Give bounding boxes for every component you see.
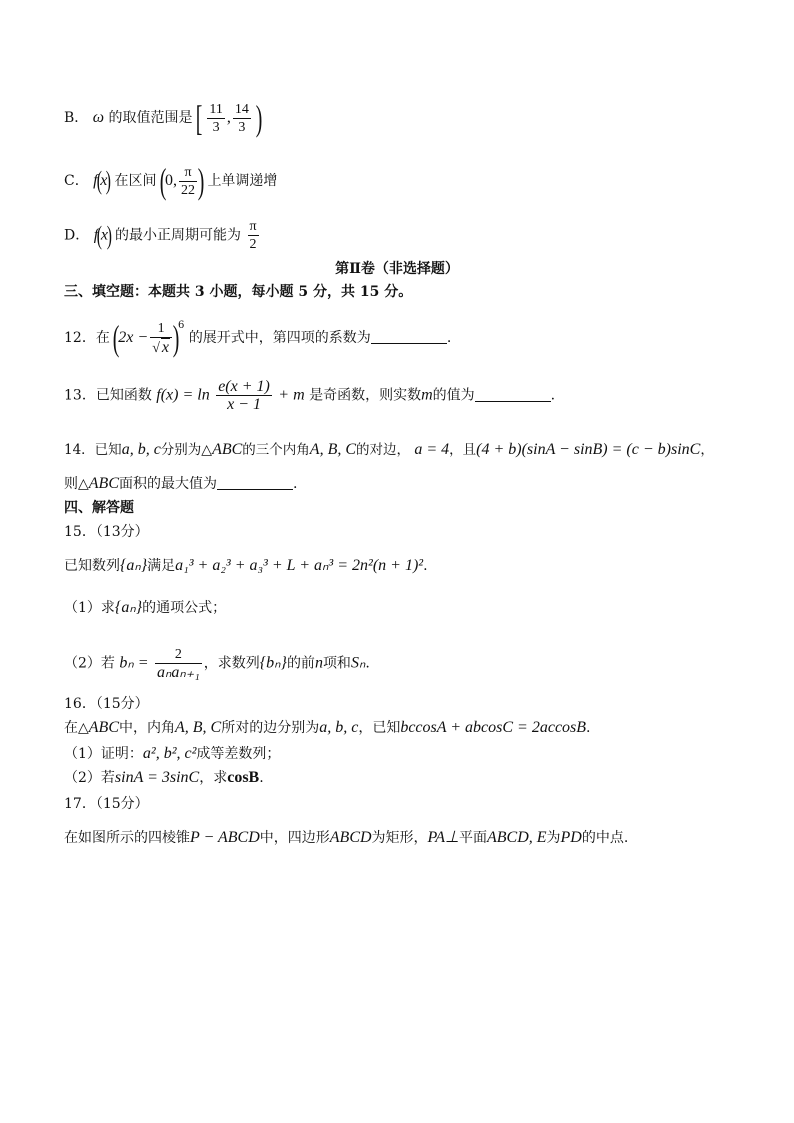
option-c-text: 在区间 xyxy=(114,173,157,189)
question-17-stem: 在如图所示的四棱锥P − ABCD中，四边形ABCD为矩形，PA⊥平面ABCD, E为PD的中点. xyxy=(64,829,629,846)
question-14-line-2: 则△ABC面积的最大值为 . xyxy=(64,475,298,492)
option-c-label: C． xyxy=(64,173,89,189)
right-paren: ) xyxy=(256,98,263,138)
question-16-label: 16．（15分） xyxy=(64,696,149,712)
question-16-stem: 在△ABC中，内角A, B, C所对的边分别为a, b, c，已知bccosA + abcosC = 2accosB. xyxy=(64,719,591,736)
fraction-log-arg: $\frac{e(x + 1)}{x - 1}$ xyxy=(218,378,270,413)
omega-symbol: ω xyxy=(92,109,105,126)
option-d-label: D． xyxy=(64,227,90,244)
question-12: 12．在 (2x − $\frac{1}{√ x}$ )$^6$ 的展开式中，第四项的系数为 . xyxy=(64,318,452,358)
fraction-pi-22: $\frac{\pi}{22}$ xyxy=(180,164,195,198)
option-c: C． f(x) 在区间 (0, $\frac{\pi}{22}$ ) 上单调递增 xyxy=(64,161,278,201)
answer-blank-13[interactable] xyxy=(475,387,551,402)
fraction-11-3: $\frac{11}{3}$ xyxy=(209,101,223,135)
fraction-1-sqrt-x: $\frac{1}{√ x}$ xyxy=(150,320,172,357)
option-b-text: 的取值范围是 xyxy=(108,110,193,126)
answer-blank-12[interactable] xyxy=(371,329,447,344)
option-b-label: B． xyxy=(64,110,89,126)
question-17-label: 17．（15分） xyxy=(64,796,149,812)
left-bracket: [ xyxy=(195,98,203,138)
fraction-bn: $\frac{2}{\text{aₙaₙ₊₁}}$ xyxy=(157,647,200,681)
option-d: D． f(x) 的最小正周期可能为 $\frac{\pi}{2}$ xyxy=(64,219,257,252)
question-16-part-1: （1）证明：a², b², c²成等差数列； xyxy=(64,745,281,762)
part-three-heading: 三、填空题：本题共 3 小题，每小题 5 分，共 15 分。 xyxy=(64,284,413,300)
fraction-14-3: $\frac{14}{3}$ xyxy=(234,101,249,135)
fraction-pi-2: $\frac{\pi}{2}$ xyxy=(249,219,257,252)
question-15-part-1: （1）求{aₙ}的通项公式； xyxy=(64,599,227,616)
section-ii-heading: 第Ⅱ卷（非选择题） xyxy=(335,261,459,277)
answer-blank-14[interactable] xyxy=(217,475,293,490)
question-16-part-2: （2）若sinA = 3sinC，求cosB. xyxy=(64,769,264,786)
question-13: 13．已知函数 f(x) = ln $\frac{e(x + 1)}{x - 1}$ + m 是奇函数，则实数m的值为 . xyxy=(64,378,556,413)
option-b: B． ω 的取值范围是 [ $\frac{11}{3}$ , $\frac{14}{3}$ ) xyxy=(64,98,263,138)
question-14: 14．已知a, b, c分别为△ABC的三个内角A, B, C的对边， a = 4，且(4 + b)(sinA − sinB) = (c − b)sinC， xyxy=(64,441,714,458)
part-four-heading: 四、解答题 xyxy=(64,500,134,516)
option-d-text: 的最小正周期可能为 xyxy=(115,227,242,244)
question-15-part-2: （2）若 bₙ = $\frac{2}{\text{aₙaₙ₊₁}}$ ，求数列{bₙ}的前n项和Sₙ. xyxy=(64,647,370,681)
question-15-stem: 已知数列{aₙ}满足a₁³ + a₂³ + a₃³ + L + aₙ³ = 2n²(n + 1)². xyxy=(64,557,428,574)
question-15-label: 15．（13分） xyxy=(64,524,149,540)
